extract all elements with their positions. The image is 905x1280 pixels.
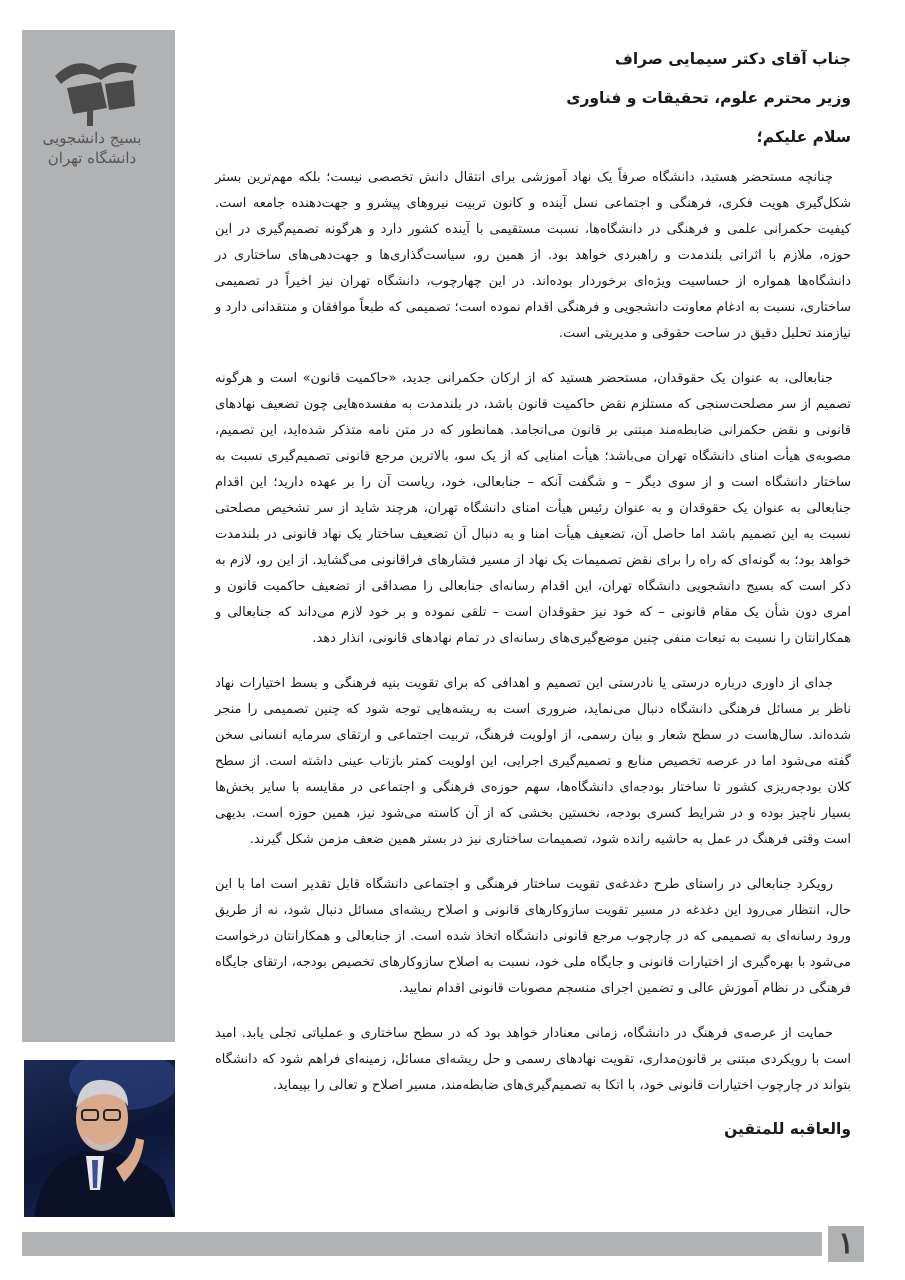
paragraph-2: جنابعالی، به عنوان یک حقوقدان، مستحضر هستید که از ارکان حکمرانی جدید، «حاکمیت قانون» است و هرگونه تصمیم از سر مصلحت‌سنجی که مستلزم نقض حاکمیت قانون باشد، در بلندمدت به مفسده‌هایی چون تضعیف نهادهای قانونی و نقض حکمرانی ضابطه‌مند مبتنی بر قانون می‌انجامد. همانطور که در متن نامه متذکر شده‌اید، این تصمیم، مصوبه‌ی هیأت امنای دانشگاه تهران می‌باشد؛ هیأت امنایی که از یک سو، بالاترین مرجع قانونی تصمیم‌گیری نسبت به ساختار دانشگاه است و از سوی دیگر – و شگفت آنکه – جنابعالی، خود، ریاست آن را بر عهده دارید؛ این اقدام جنابعالی به عنوان یک حقوقدان و به عنوان رئیس هیأت امنای دانشگاه تهران، هرچند شاید از سر تشخیص مصلحتی نسبت به این تصمیم باشد اما حاصل آن، تضعیف هیأت امنا و به دنبال آن تضعیف ساختار یک نهاد قانونی در بلندمدت خواهد بود؛ به گونه‌ای که راه را برای نقض تصمیمات یک نهاد از مسیر فشارهای فراقانونی می‌گشاید. از این رو، لازم به ذکر است که بسیج دانشجویی دانشگاه تهران، این اقدام رسانه‌ای جنابعالی را مصداقی از تضعیف حاکمیت قانون و امری دون شأن یک مقام قانونی – که خود نیز حقوقدان است – تلقی نموده و بر خود لازم می‌داند که جنابعالی و همکارانتان را نسبت به تبعات منفی چنین موضع‌گیری‌های رسانه‌ای در تمام نهادهای قانونی، انذار دهد.	[215, 371, 851, 646]
logo-caption-line2: دانشگاه تهران	[47, 149, 137, 167]
letter-body	[215, 48, 851, 1157]
greeting-line: سلام علیکم؛	[756, 128, 851, 146]
portrait-figure	[24, 1060, 175, 1217]
page-number: ۱	[828, 1226, 864, 1262]
basij-logo	[37, 48, 147, 188]
closing-line: والعاقبه للمتقین	[724, 1120, 851, 1138]
paragraph-1: چنانچه مستحضر هستید، دانشگاه صرفاً یک نهاد آموزشی برای انتقال دانش تخصصی نیست؛ بلکه مهم‌ترین بستر شکل‌گیری هویت فکری، فرهنگی و اجتماعی نسل آینده و کانون تربیت نیروهای پیشرو و جهت‌دهنده جامعه است. کیفیت حکمرانی علمی و فرهنگی در دانشگاه‌ها، نسبت مستقیمی با آینده کشور دارد و هرگونه تصمیم‌گیری در این حوزه، ملازم با اثراتی بلندمدت و راهبردی خواهد بود. از همین رو، سیاست‌گذاری‌ها و جهت‌دهی‌های ساختاری در دانشگاه‌ها همواره از حساسیت ویژه‌ای برخوردار بوده‌اند. در این چهارچوب، دانشگاه تهران نیز اخیراً در تصمیمی ساختاری، نسبت به ادغام معاونت دانشجویی و فرهنگی اقدام نموده است؛ تصمیمی که طبعاً موافقان و منتقدانی دارد و نیازمند تحلیل دقیق در ساحت حقوقی و مدیریتی است.	[215, 170, 851, 341]
logo-caption	[37, 128, 147, 168]
addressee-line: جناب آقای دکتر سیمایی صراف	[614, 50, 851, 68]
logo-emblem-icon	[37, 48, 147, 128]
paragraph-4: رویکرد جنابعالی در راستای طرح دغدغه‌ی تقویت ساختار فرهنگی و اجتماعی دانشگاه قابل تقدیر است اما با این حال، انتظار می‌رود این دغدغه در مسیر تقویت سازوکارهای قانونی و اصلاح ریشه‌ای مسائل دنبال شود، نه از طریق ورود رسانه‌ای به تصمیمی که در چارچوب مرجع قانونی دانشگاه اتخاذ شده است. از جنابعالی و همکارانتان درخواست می‌شود با بهره‌گیری از اختیارات قانونی و جایگاه ملی خود، نسبت به اصلاح سازوکارهای تخصیص بودجه، ارتقای جایگاه فرهنگی در نظام آموزش عالی و تضمین اجرای منسجم مصوبات قانونی اقدام نمایید.	[215, 877, 851, 996]
paragraph-5: حمایت از عرصه‌ی فرهنگ در دانشگاه، زمانی معنادار خواهد بود که در سطح ساختاری و عملیاتی تجلی یابد. امید است با رویکردی مبتنی بر قانون‌مداری، تقویت نهادهای رسمی و حل ریشه‌ای مسائل، زمینه‌ای فراهم شود که دانشگاه بتواند در چارچوب اختیارات قانونی خود، با اتکا به تصمیم‌گیری‌های ضابطه‌مند، مسیر اصلاح و تعالی را بپیماید.	[215, 1026, 851, 1093]
paragraph-3: جدای از داوری درباره درستی یا نادرستی این تصمیم و اهدافی که برای تقویت بنیه فرهنگی و بسط اختیارات نهاد ناظر بر مسائل فرهنگی دانشگاه دنبال می‌نماید، ضروری است به ریشه‌هایی توجه شود که چنین تصمیمی را منجر شده‌اند. سال‌هاست در سطح شعار و بیان رسمی، از اولویت فرهنگ، تربیت اجتماعی و ارتقای سرمایه انسانی سخن گفته می‌شود اما در عرصه تخصیص منابع و تصمیم‌گیری اجرایی، این اولویت کمتر بازتاب عینی داشته است. از سطح کلان بودجه‌ریزی کشور تا ساختار بودجه‌ای دانشگاه‌ها، سهم حوزه‌ی فرهنگی و اجتماعی در مقایسه با سایر بخش‌ها بسیار ناچیز بوده و در شرایط کسری بودجه، نخستین بخشی که از آن کاسته می‌شود نیز، همین حوزه است. بدیهی است وقتی فرهنگ در عمل به حاشیه رانده شود، تصمیمات ساختاری نیز در بستر همین ضعف مزمن شکل گیرند.	[215, 676, 851, 847]
logo-caption-line1: بسیج دانشجویی	[42, 129, 142, 147]
footer-bar	[22, 1232, 822, 1256]
position-line: وزیر محترم علوم، تحقیقات و فناوری	[566, 89, 851, 107]
portrait-photo	[24, 1060, 175, 1217]
